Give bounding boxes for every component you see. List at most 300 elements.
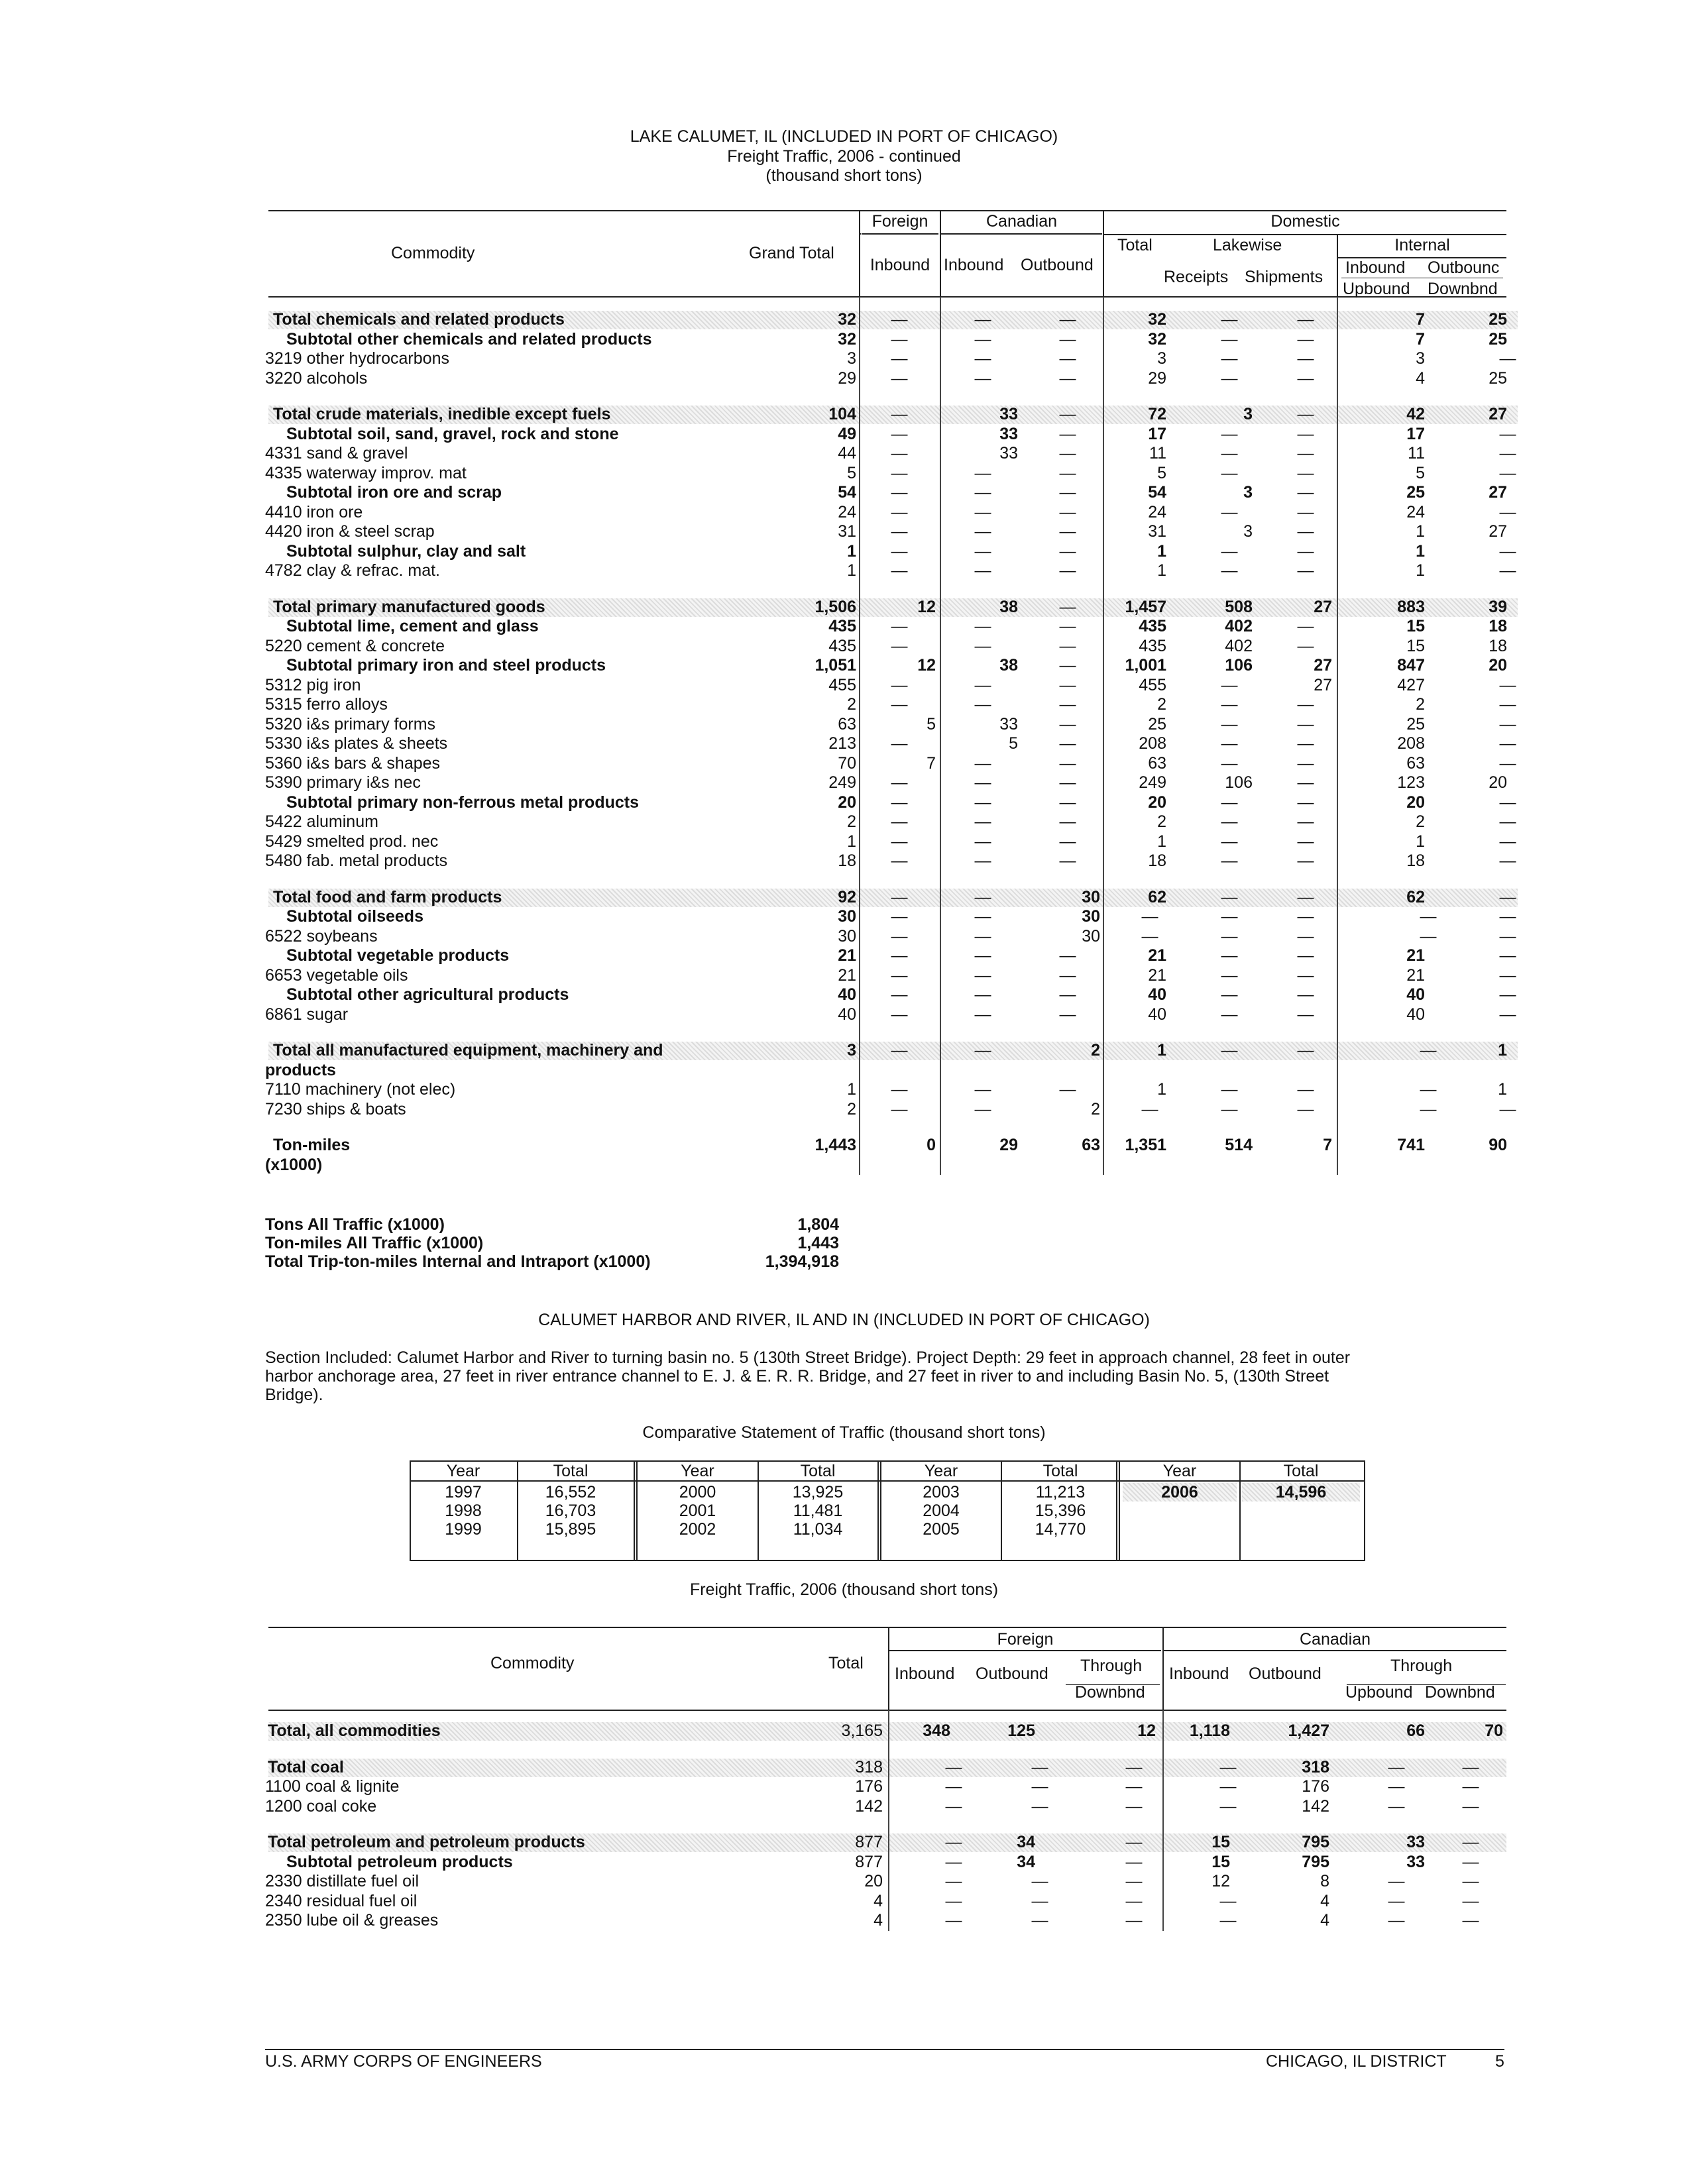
- cell-dash: —: [891, 907, 908, 926]
- footer-right: CHICAGO, IL DISTRICT: [1266, 2052, 1447, 2071]
- col-internal: Internal: [1394, 236, 1450, 254]
- cell-dash: —: [1221, 503, 1238, 521]
- cell-dash: —: [974, 637, 991, 655]
- cell-dash: —: [1059, 695, 1076, 714]
- t2-col-foreign-downbound: Downbnd: [1075, 1683, 1145, 1702]
- summary-value: 1,443: [797, 1234, 839, 1252]
- cell-value: 877: [855, 1833, 883, 1851]
- cell-dash: —: [1297, 1100, 1314, 1119]
- cell-dash: —: [891, 985, 908, 1004]
- cell-value: 33: [999, 715, 1018, 734]
- cell-dash: —: [1059, 946, 1076, 965]
- cell-value: 40: [1148, 1005, 1166, 1024]
- cell-value: 1,506: [815, 598, 856, 616]
- cell-value: 1: [1157, 542, 1166, 561]
- t2-col-canadian-downbound: Downbnd: [1425, 1683, 1495, 1702]
- cell-dash: —: [1297, 966, 1314, 985]
- comparative-year: 1998: [445, 1502, 482, 1520]
- cell-dash: —: [1221, 907, 1238, 926]
- col-upbound: Upbound: [1343, 280, 1410, 298]
- comparative-year-header: Year: [681, 1462, 714, 1480]
- footer-left: U.S. ARMY CORPS OF ENGINEERS: [265, 2052, 542, 2071]
- cell-dash: —: [1219, 1777, 1237, 1796]
- cell-dash: —: [891, 966, 908, 985]
- comparative-year: 2002: [679, 1520, 716, 1539]
- row-label: Subtotal iron ore and scrap: [286, 483, 502, 502]
- cell-dash: —: [1059, 444, 1076, 463]
- cell-dash: —: [1125, 1853, 1143, 1871]
- row-label: Total petroleum and petroleum products: [268, 1833, 585, 1851]
- cell-value: 25: [1489, 369, 1507, 388]
- cell-value: 33: [999, 425, 1018, 443]
- cell-value: 142: [855, 1797, 883, 1816]
- page-subtitle: Freight Traffic, 2006 - continued: [727, 147, 961, 166]
- cell-dash: —: [891, 888, 908, 906]
- cell-dash: —: [974, 617, 991, 635]
- cell-value: 17: [1148, 425, 1166, 443]
- cell-value: 5: [1009, 734, 1018, 753]
- cell-dash: —: [1499, 425, 1516, 443]
- cell-dash: —: [974, 695, 991, 714]
- t2-col-foreign-inbound: Inbound: [895, 1665, 955, 1683]
- cell-value: 514: [1225, 1136, 1253, 1154]
- cell-dash: —: [1221, 676, 1238, 694]
- page-title: LAKE CALUMET, IL (INCLUDED IN PORT OF CHICAGO): [630, 127, 1058, 146]
- cell-value: 33: [999, 444, 1018, 463]
- cell-value: 249: [828, 773, 856, 792]
- cell-dash: —: [1462, 1872, 1479, 1890]
- cell-dash: —: [1059, 793, 1076, 812]
- cell-value: 1: [1157, 832, 1166, 851]
- row-label: Subtotal primary non-ferrous metal products: [286, 793, 640, 812]
- cell-value: 2: [847, 695, 856, 714]
- cell-value: 40: [1406, 1005, 1425, 1024]
- row-label: 7230 ships & boats: [265, 1100, 406, 1119]
- cell-value: 70: [838, 754, 856, 773]
- t2-col-canadian-through: Through: [1390, 1657, 1453, 1675]
- cell-dash: —: [974, 985, 991, 1004]
- cell-dash: —: [1031, 1872, 1048, 1890]
- cell-dash: —: [974, 1005, 991, 1024]
- cell-value: 15: [1211, 1853, 1230, 1871]
- comparative-total: 11,481: [793, 1502, 843, 1520]
- cell-dash: —: [1221, 1005, 1238, 1024]
- cell-dash: —: [1221, 793, 1238, 812]
- cell-dash: —: [974, 754, 991, 773]
- cell-dash: —: [974, 561, 991, 580]
- cell-dash: —: [1221, 832, 1238, 851]
- cell-dash: —: [1297, 444, 1314, 463]
- cell-value: 348: [923, 1721, 950, 1740]
- cell-dash: —: [891, 1005, 908, 1024]
- cell-value: 5: [927, 715, 936, 734]
- cell-value: 795: [1302, 1853, 1329, 1871]
- comparative-total: 11,034: [793, 1520, 843, 1539]
- cell-dash: —: [1221, 330, 1238, 349]
- cell-dash: —: [1297, 503, 1314, 521]
- t2-col-canadian-upbound: Upbound: [1345, 1683, 1413, 1702]
- cell-value: 24: [1406, 503, 1425, 521]
- cell-value: 2: [1416, 695, 1425, 714]
- cell-dash: —: [1297, 405, 1314, 423]
- cell-dash: —: [1462, 1758, 1479, 1776]
- comparative-total: 16,703: [545, 1502, 596, 1520]
- cell-value: 106: [1225, 773, 1253, 792]
- cell-dash: —: [1499, 812, 1516, 831]
- cell-value: 54: [1148, 483, 1166, 502]
- cell-value: 2: [1157, 812, 1166, 831]
- cell-value: 27: [1314, 676, 1332, 694]
- cell-dash: —: [1059, 734, 1076, 753]
- cell-dash: —: [1059, 676, 1076, 694]
- cell-value: 455: [828, 676, 856, 694]
- cell-value: 318: [855, 1758, 883, 1776]
- cell-dash: —: [974, 330, 991, 349]
- comparative-total-header: Total: [553, 1462, 589, 1480]
- cell-value: 213: [828, 734, 856, 753]
- cell-value: 21: [1148, 946, 1166, 965]
- cell-value: 741: [1397, 1136, 1425, 1154]
- cell-dash: —: [1297, 851, 1314, 870]
- cell-dash: —: [1059, 754, 1076, 773]
- cell-value: 63: [1082, 1136, 1100, 1154]
- cell-dash: —: [974, 812, 991, 831]
- cell-dash: —: [1297, 483, 1314, 502]
- row-label: 5312 pig iron: [265, 676, 361, 694]
- cell-dash: —: [891, 637, 908, 655]
- row-label: Total crude materials, inedible except fuels: [273, 405, 611, 423]
- cell-dash: —: [1462, 1892, 1479, 1910]
- cell-value: 27: [1314, 598, 1332, 616]
- cell-dash: —: [1221, 754, 1238, 773]
- cell-value: 1,118: [1189, 1721, 1230, 1740]
- cell-dash: —: [974, 927, 991, 946]
- column-rule: [1103, 297, 1104, 1175]
- cell-value: 30: [1082, 907, 1100, 926]
- row-label: Total food and farm products: [273, 888, 502, 906]
- row-label: 7110 machinery (not elec): [265, 1080, 456, 1099]
- group-rule: [1116, 1460, 1117, 1560]
- cell-value: 4: [873, 1911, 883, 1930]
- cell-value: 12: [1137, 1721, 1156, 1740]
- cell-dash: —: [1059, 598, 1076, 616]
- cell-dash: —: [1499, 832, 1516, 851]
- cell-dash: —: [974, 522, 991, 541]
- cell-dash: —: [1420, 1080, 1437, 1099]
- cell-dash: —: [1499, 734, 1516, 753]
- cell-dash: —: [891, 927, 908, 946]
- cell-dash: —: [1125, 1911, 1143, 1930]
- cell-value: 31: [1148, 522, 1166, 541]
- cell-value: 17: [1406, 425, 1425, 443]
- cell-value: 1: [847, 832, 856, 851]
- cell-value: 49: [838, 425, 856, 443]
- cell-value: 4: [873, 1892, 883, 1910]
- cell-dash: —: [891, 676, 908, 694]
- cell-dash: —: [1499, 349, 1516, 368]
- summary-label: Ton-miles All Traffic (x1000): [265, 1234, 484, 1252]
- cell-dash: —: [1462, 1797, 1479, 1816]
- row-label: 5330 i&s plates & sheets: [265, 734, 448, 753]
- cell-value: 27: [1314, 656, 1332, 675]
- row-label: Ton-miles: [273, 1136, 351, 1154]
- comparative-title: Comparative Statement of Traffic (thousand short tons): [642, 1423, 1046, 1442]
- col-domestic: Domestic: [1270, 212, 1340, 231]
- cell-dash: —: [1059, 405, 1076, 423]
- cell-value: 30: [1082, 888, 1100, 906]
- cell-dash: —: [1499, 907, 1516, 926]
- cell-dash: —: [1499, 695, 1516, 714]
- cell-value: 1: [1157, 561, 1166, 580]
- cell-value: 1: [1416, 561, 1425, 580]
- cell-value: 3: [847, 1041, 856, 1060]
- row-label: Total, all commodities: [268, 1721, 441, 1740]
- comparative-total: 13,925: [792, 1483, 844, 1502]
- cell-value: 402: [1225, 617, 1253, 635]
- cell-dash: —: [1059, 503, 1076, 521]
- cell-dash: —: [1297, 773, 1314, 792]
- column-rule: [888, 1710, 889, 1931]
- cell-value: 2: [847, 1100, 856, 1119]
- row-label: 4335 waterway improv. mat: [265, 464, 467, 482]
- cell-value: 5: [847, 464, 856, 482]
- comparative-year: 1997: [445, 1483, 482, 1502]
- cell-value: 20: [1148, 793, 1166, 812]
- cell-dash: —: [945, 1797, 962, 1816]
- cell-dash: —: [1059, 832, 1076, 851]
- cell-value: 18: [1489, 617, 1507, 635]
- cell-dash: —: [1297, 832, 1314, 851]
- cell-dash: —: [1297, 812, 1314, 831]
- cell-dash: —: [1297, 715, 1314, 734]
- cell-dash: —: [1297, 734, 1314, 753]
- cell-dash: —: [1499, 851, 1516, 870]
- cell-dash: —: [945, 1833, 962, 1851]
- cell-value: 1,351: [1125, 1136, 1166, 1154]
- cell-dash: —: [1499, 715, 1516, 734]
- row-label: 2340 residual fuel oil: [265, 1892, 418, 1910]
- cell-value: 20: [1489, 656, 1507, 675]
- cell-value: 18: [1489, 637, 1507, 655]
- cell-dash: —: [1221, 425, 1238, 443]
- cell-dash: —: [891, 464, 908, 482]
- cell-dash: —: [1462, 1853, 1479, 1871]
- units-label: (thousand short tons): [765, 166, 923, 185]
- summary-label: Total Trip-ton-miles Internal and Intraport (x1000): [265, 1252, 651, 1271]
- cell-dash: —: [974, 966, 991, 985]
- cell-value: 795: [1302, 1833, 1329, 1851]
- cell-value: 24: [1148, 503, 1166, 521]
- cell-dash: —: [1059, 542, 1076, 561]
- cell-dash: —: [891, 617, 908, 635]
- row-label: 4410 iron ore: [265, 503, 363, 521]
- comparative-total: 14,770: [1035, 1520, 1086, 1539]
- cell-dash: —: [974, 851, 991, 870]
- comparative-year: 1999: [445, 1520, 482, 1539]
- cell-dash: —: [1141, 1100, 1158, 1119]
- cell-dash: —: [974, 310, 991, 329]
- cell-value: 72: [1148, 405, 1166, 423]
- cell-value: 435: [1139, 637, 1166, 655]
- cell-dash: —: [945, 1758, 962, 1776]
- cell-value: 1: [847, 561, 856, 580]
- cell-dash: —: [1059, 310, 1076, 329]
- cell-dash: —: [1462, 1833, 1479, 1851]
- cell-dash: —: [1499, 888, 1516, 906]
- cell-dash: —: [891, 851, 908, 870]
- cell-value: 33: [1406, 1853, 1425, 1871]
- cell-dash: —: [1221, 927, 1238, 946]
- cell-dash: —: [1059, 617, 1076, 635]
- cell-dash: —: [1297, 1080, 1314, 1099]
- cell-value: 18: [1148, 851, 1166, 870]
- comparative-year: 2000: [679, 1483, 716, 1502]
- row-label: 5390 primary i&s nec: [265, 773, 421, 792]
- row-label: Subtotal oilseeds: [286, 907, 423, 926]
- cell-dash: —: [1297, 522, 1314, 541]
- cell-value: 21: [1406, 946, 1425, 965]
- cell-dash: —: [974, 464, 991, 482]
- cell-dash: —: [891, 542, 908, 561]
- cell-value: 1,427: [1288, 1721, 1329, 1740]
- cell-dash: —: [1499, 444, 1516, 463]
- cell-dash: —: [891, 832, 908, 851]
- section-description-line-1: Section Included: Calumet Harbor and River to turning basin no. 5 (130th Street Bridge). Project Depth: 29 feet in approach channel, 28 feet in outer: [265, 1348, 1351, 1367]
- cell-dash: —: [1499, 985, 1516, 1004]
- cell-dash: —: [1499, 1005, 1516, 1024]
- cell-dash: —: [1125, 1758, 1143, 1776]
- cell-dash: —: [1499, 464, 1516, 482]
- cell-dash: —: [1499, 754, 1516, 773]
- cell-dash: —: [1059, 812, 1076, 831]
- cell-dash: —: [974, 1041, 991, 1060]
- cell-dash: —: [1031, 1797, 1048, 1816]
- col-receipts: Receipts: [1164, 268, 1229, 286]
- comparative-year-header: Year: [924, 1462, 958, 1480]
- cell-dash: —: [974, 676, 991, 694]
- cell-dash: —: [1059, 483, 1076, 502]
- cell-value: 318: [1302, 1758, 1329, 1776]
- cell-dash: —: [891, 349, 908, 368]
- cell-dash: —: [1221, 464, 1238, 482]
- cell-dash: —: [1297, 946, 1314, 965]
- t2-col-canadian-inbound: Inbound: [1169, 1665, 1229, 1683]
- column-rule: [940, 297, 941, 1175]
- column-rule: [859, 297, 860, 1175]
- cell-dash: —: [891, 522, 908, 541]
- cell-value: 208: [1397, 734, 1425, 753]
- cell-value: 1: [1157, 1041, 1166, 1060]
- row-label: 3219 other hydrocarbons: [265, 349, 449, 368]
- col-int-outbound: Outbounc: [1428, 258, 1500, 277]
- cell-dash: —: [891, 812, 908, 831]
- cell-value: 1: [1498, 1041, 1507, 1060]
- cell-dash: —: [891, 793, 908, 812]
- cell-dash: —: [891, 1041, 908, 1060]
- cell-value: 29: [838, 369, 856, 388]
- cell-dash: —: [891, 425, 908, 443]
- row-label: Total primary manufactured goods: [273, 598, 545, 616]
- cell-value: 208: [1139, 734, 1166, 753]
- cell-value: 12: [917, 598, 936, 616]
- cell-dash: —: [974, 483, 991, 502]
- freight-title: Freight Traffic, 2006 (thousand short tons): [689, 1580, 999, 1599]
- cell-dash: —: [1221, 715, 1238, 734]
- cell-value: 25: [1489, 330, 1507, 349]
- cell-value: 3: [1157, 349, 1166, 368]
- cell-dash: —: [1031, 1892, 1048, 1910]
- cell-dash: —: [974, 349, 991, 368]
- cell-dash: —: [1031, 1758, 1048, 1776]
- row-label: Subtotal lime, cement and glass: [286, 617, 539, 635]
- cell-dash: —: [1221, 1100, 1238, 1119]
- cell-dash: —: [891, 1080, 908, 1099]
- cell-dash: —: [891, 310, 908, 329]
- cell-value: 402: [1225, 637, 1253, 655]
- cell-dash: —: [1219, 1758, 1237, 1776]
- cell-value: 1: [1416, 542, 1425, 561]
- group-rule: [634, 1460, 635, 1560]
- row-label: 5360 i&s bars & shapes: [265, 754, 441, 773]
- row-label: Subtotal vegetable products: [286, 946, 510, 965]
- cell-dash: —: [1388, 1911, 1405, 1930]
- cell-value: 142: [1302, 1797, 1329, 1816]
- row-label: Subtotal petroleum products: [286, 1853, 513, 1871]
- cell-dash: —: [1125, 1833, 1143, 1851]
- cell-dash: —: [1221, 966, 1238, 985]
- cell-dash: —: [1059, 851, 1076, 870]
- cell-dash: —: [1297, 927, 1314, 946]
- cell-value: 1,001: [1125, 656, 1166, 675]
- cell-dash: —: [891, 369, 908, 388]
- summary-value: 1,804: [797, 1215, 839, 1234]
- cell-dash: —: [891, 330, 908, 349]
- col-lakewise: Lakewise: [1213, 236, 1282, 254]
- cell-dash: —: [1221, 444, 1238, 463]
- row-label: 5220 cement & concrete: [265, 637, 445, 655]
- cell-dash: —: [891, 773, 908, 792]
- row-label: Subtotal sulphur, clay and salt: [286, 542, 526, 561]
- cell-dash: —: [1219, 1892, 1237, 1910]
- col-int-inbound: Inbound: [1345, 258, 1406, 277]
- cell-dash: —: [1125, 1872, 1143, 1890]
- cell-dash: —: [1221, 369, 1238, 388]
- cell-dash: —: [1297, 907, 1314, 926]
- col-canadian-outbound: Outbound: [1021, 256, 1094, 274]
- cell-dash: —: [1141, 907, 1158, 926]
- cell-dash: —: [1221, 1080, 1238, 1099]
- row-label: Total coal: [268, 1758, 344, 1776]
- cell-dash: —: [974, 369, 991, 388]
- cell-value: 1: [1498, 1080, 1507, 1099]
- cell-value: 34: [1017, 1833, 1035, 1851]
- cell-value: 62: [1148, 888, 1166, 906]
- cell-value: 20: [1489, 773, 1507, 792]
- row-label: 5315 ferro alloys: [265, 695, 388, 714]
- col-total: Total: [1117, 236, 1153, 254]
- cell-dash: —: [1297, 561, 1314, 580]
- cell-value: 104: [828, 405, 856, 423]
- comparative-total: 15,396: [1035, 1502, 1086, 1520]
- cell-value: 20: [864, 1872, 883, 1890]
- cell-value: 1: [847, 1080, 856, 1099]
- cell-value: 455: [1139, 676, 1166, 694]
- cell-value: 7: [1416, 310, 1425, 329]
- comparative-year-header: Year: [446, 1462, 480, 1480]
- cell-dash: —: [1059, 561, 1076, 580]
- cell-dash: —: [1297, 1005, 1314, 1024]
- page-number: 5: [1495, 2052, 1504, 2071]
